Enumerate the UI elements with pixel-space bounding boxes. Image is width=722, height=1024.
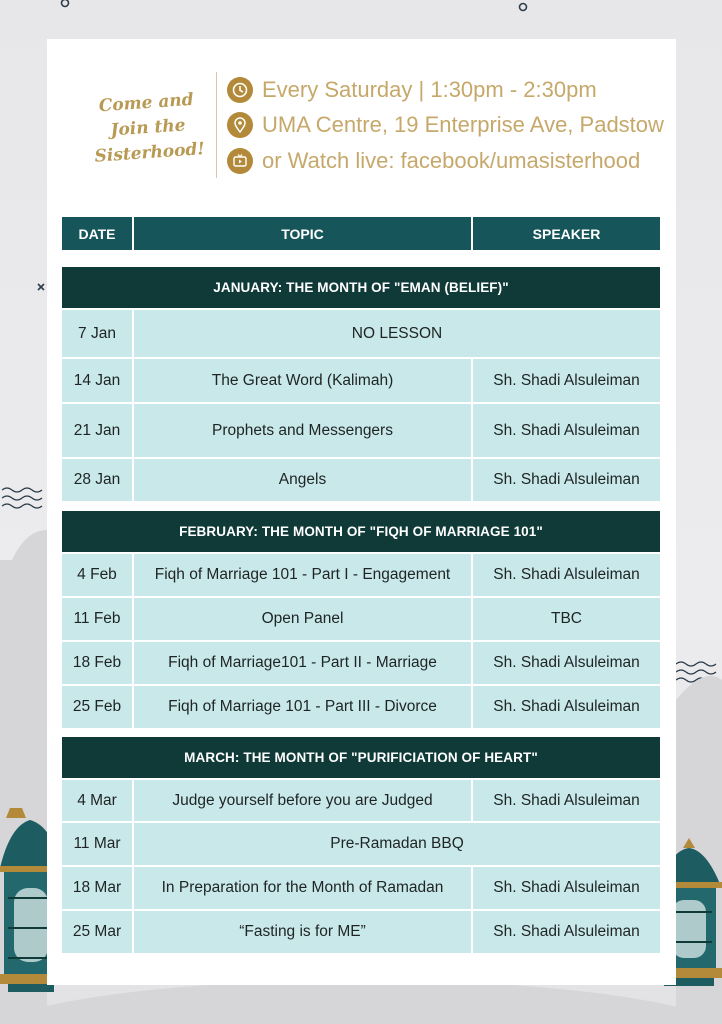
header xyxy=(47,39,676,209)
date-cell: 4 Mar xyxy=(62,780,132,821)
speaker-cell: Sh. Shadi Alsuleiman xyxy=(473,911,660,953)
date-cell: 25 Feb xyxy=(62,686,132,728)
date-cell: 11 Mar xyxy=(62,823,132,865)
date-cell: 21 Jan xyxy=(62,404,132,457)
location-pin-icon xyxy=(227,112,253,138)
clock-icon xyxy=(227,77,253,103)
tv-play-icon xyxy=(227,148,253,174)
topic-cell: Prophets and Messengers xyxy=(134,404,471,457)
topic-cell: In Preparation for the Month of Ramadan xyxy=(134,867,471,909)
table-row xyxy=(62,686,660,728)
topic-cell: Fiqh of Marriage 101 - Part III - Divorce xyxy=(134,686,471,728)
topic-cell: Open Panel xyxy=(134,598,471,640)
topic-cell: Angels xyxy=(134,459,471,501)
table-row xyxy=(62,554,660,596)
speaker-cell: Sh. Shadi Alsuleiman xyxy=(473,459,660,501)
column-header-speaker: SPEAKER xyxy=(473,217,660,250)
table-row xyxy=(62,598,660,640)
section-february xyxy=(62,511,660,728)
topic-cell: “Fasting is for ME” xyxy=(134,911,471,953)
speaker-cell: Sh. Shadi Alsuleiman xyxy=(473,686,660,728)
date-cell: 4 Feb xyxy=(62,554,132,596)
date-cell: 28 Jan xyxy=(62,459,132,501)
header-divider xyxy=(216,72,217,178)
table-row xyxy=(62,404,660,457)
section-march xyxy=(62,737,660,953)
watch-info xyxy=(227,146,640,176)
table-row xyxy=(62,310,660,357)
date-cell: 18 Mar xyxy=(62,867,132,909)
section-title: FEBRUARY: THE MONTH OF "FIQH OF MARRIAGE 101" xyxy=(62,511,660,552)
topic-cell: Fiqh of Marriage 101 - Part I - Engagement xyxy=(134,554,471,596)
speaker-cell: Sh. Shadi Alsuleiman xyxy=(473,642,660,684)
section-january xyxy=(62,267,660,501)
location-text: UMA Centre, 19 Enterprise Ave, Padstow xyxy=(262,112,664,137)
speaker-cell: Sh. Shadi Alsuleiman xyxy=(473,780,660,821)
table-row xyxy=(62,359,660,402)
date-cell: 25 Mar xyxy=(62,911,132,953)
date-cell: 14 Jan xyxy=(62,359,132,402)
watch-text: or Watch live: facebook/umasisterhood xyxy=(262,148,641,173)
table-row xyxy=(62,780,660,821)
tagline-line-2: Join the xyxy=(109,115,187,141)
schedule-info xyxy=(227,75,597,105)
speaker-cell: TBC xyxy=(473,598,660,640)
date-cell: 18 Feb xyxy=(62,642,132,684)
speaker-cell: Sh. Shadi Alsuleiman xyxy=(473,404,660,457)
table-row xyxy=(62,867,660,909)
date-cell: 7 Jan xyxy=(62,310,132,357)
topic-cell: The Great Word (Kalimah) xyxy=(134,359,471,402)
topic-cell: Fiqh of Marriage101 - Part II - Marriage xyxy=(134,642,471,684)
table-row xyxy=(62,911,660,953)
table-row xyxy=(62,459,660,501)
section-title: MARCH: THE MONTH OF "PURIFICIATION OF HEART" xyxy=(62,737,660,778)
topic-cell: NO LESSON xyxy=(134,310,660,357)
tagline-line-1: Come and xyxy=(98,89,195,117)
speaker-cell: Sh. Shadi Alsuleiman xyxy=(473,867,660,909)
table-row xyxy=(62,642,660,684)
section-title: JANUARY: THE MONTH OF "EMAN (BELIEF)" xyxy=(62,267,660,308)
topic-cell: Pre-Ramadan BBQ xyxy=(134,823,660,865)
location-info xyxy=(227,110,664,140)
speaker-cell: Sh. Shadi Alsuleiman xyxy=(473,554,660,596)
tagline-line-3: Sisterhood! xyxy=(93,139,206,167)
table-header xyxy=(62,217,660,250)
topic-cell: Judge yourself before you are Judged xyxy=(134,780,471,821)
speaker-cell: Sh. Shadi Alsuleiman xyxy=(473,359,660,402)
schedule-text: Every Saturday | 1:30pm - 2:30pm xyxy=(262,77,597,102)
table-row xyxy=(62,823,660,865)
column-header-date: DATE xyxy=(62,217,132,250)
tagline xyxy=(87,87,210,170)
date-cell: 11 Feb xyxy=(62,598,132,640)
schedule-card xyxy=(47,39,676,985)
column-header-topic: TOPIC xyxy=(134,217,471,250)
